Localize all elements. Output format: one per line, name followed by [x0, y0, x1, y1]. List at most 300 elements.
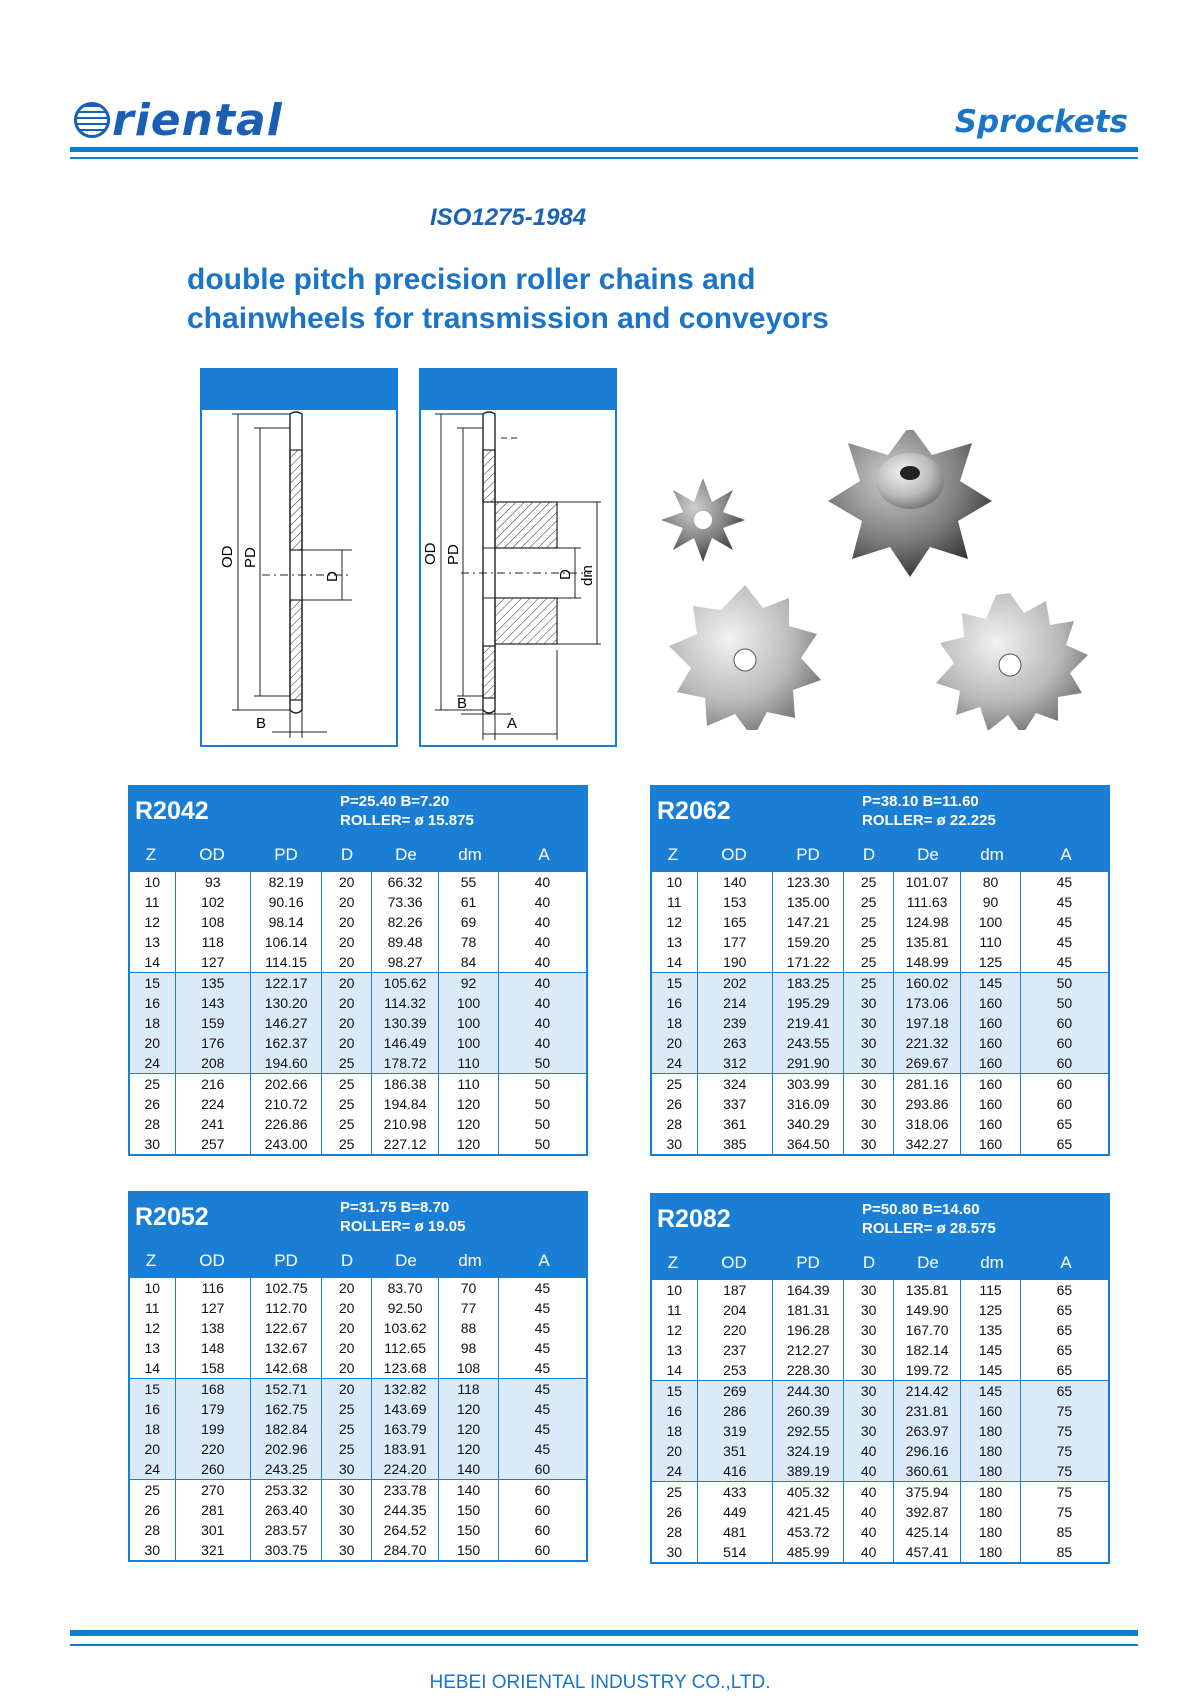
table-cell: 180 [961, 1461, 1020, 1481]
table-row [652, 952, 1108, 972]
table-cell: 30 [322, 1480, 372, 1500]
table-cell: 150 [439, 1540, 498, 1560]
table-cell: 231.81 [894, 1401, 961, 1421]
table-cell: 30 [844, 1114, 894, 1134]
table-cell: 60 [534, 1542, 551, 1558]
table-cell: 20 [322, 952, 372, 972]
table-cell: 180 [961, 1441, 1020, 1461]
table-cell: 45 [534, 1300, 551, 1316]
small-sprocket [661, 478, 745, 562]
column-header: De [395, 1251, 417, 1270]
table-cell: 194.84 [372, 1094, 439, 1114]
table-cell: 75 [1056, 1484, 1073, 1500]
table-cell: 146.27 [251, 1013, 322, 1033]
table-cell: 145 [961, 973, 1020, 993]
table-cell: 160 [961, 993, 1020, 1013]
table-row [652, 872, 1108, 892]
table-cell: 30 [844, 1421, 894, 1441]
header-rule-thick [70, 147, 1138, 152]
table-cell: 110 [961, 932, 1020, 952]
table-cell: 176 [176, 1033, 251, 1053]
table-cell: 14 [652, 952, 698, 972]
table-cell: 70 [439, 1278, 498, 1298]
table-cell: 301 [176, 1520, 251, 1540]
model-code: R2042 [135, 797, 209, 825]
table-cell: 153 [698, 892, 773, 912]
table-cell: 281 [176, 1500, 251, 1520]
table-cell: 130.39 [372, 1013, 439, 1033]
table-cell: 145 [961, 1381, 1020, 1401]
table-cell: 30 [844, 1300, 894, 1320]
table-row [652, 1340, 1108, 1360]
table-cell: 162.75 [251, 1399, 322, 1419]
table-cell: 20 [322, 1298, 372, 1318]
table-cell: 257 [176, 1134, 251, 1154]
table-body [650, 872, 1110, 1156]
table-cell: 120 [439, 1094, 498, 1114]
drawing-header-bar [421, 370, 615, 410]
table-cell: 135.81 [894, 1280, 961, 1300]
table-row [130, 1053, 586, 1073]
table-row [130, 872, 586, 892]
column-header: De [395, 845, 417, 864]
table-cell: 292.55 [773, 1421, 844, 1441]
table-cell: 132.82 [372, 1379, 439, 1399]
table-row [652, 1542, 1108, 1562]
table-cell: 30 [844, 1094, 894, 1114]
table-cell: 127 [176, 1298, 251, 1318]
table-cell: 122.67 [251, 1318, 322, 1338]
table-cell: 40 [534, 1015, 551, 1031]
table-cell: 180 [961, 1482, 1020, 1502]
roller-params: ROLLER= ø 22.225 [862, 812, 996, 829]
table-params [340, 792, 474, 830]
table-cell: 177 [698, 932, 773, 952]
label-pd: PD [242, 547, 259, 568]
table-cell: 13 [652, 932, 698, 952]
table-cell: 160 [961, 1094, 1020, 1114]
table-cell: 55 [439, 872, 498, 892]
table-cell: 30 [322, 1500, 372, 1520]
table-row [130, 1278, 586, 1298]
column-header: A [1060, 1253, 1072, 1272]
table-cell: 264.52 [372, 1520, 439, 1540]
table-cell: 10 [130, 872, 176, 892]
company-name: HEBEI ORIENTAL INDUSTRY CO.,LTD. [429, 1672, 771, 1693]
brand-logo [74, 95, 283, 146]
table-cell: 60 [534, 1482, 551, 1498]
table-row [652, 1401, 1108, 1421]
table-cell: 40 [534, 874, 551, 890]
table-row [652, 1280, 1108, 1300]
table-cell: 25 [844, 892, 894, 912]
table-row [130, 1540, 586, 1560]
table-cell: 25 [844, 912, 894, 932]
table-cell: 142.68 [251, 1358, 322, 1378]
table-cell: 65 [1056, 1116, 1073, 1132]
table-row [652, 1053, 1108, 1073]
table-cell: 145 [961, 1340, 1020, 1360]
label-d: D [324, 571, 341, 582]
table-cell: 20 [322, 1379, 372, 1399]
table-cell: 13 [652, 1340, 698, 1360]
table-cell: 226.86 [251, 1114, 322, 1134]
table-cell: 30 [652, 1134, 698, 1154]
table-cell: 106.14 [251, 932, 322, 952]
table-cell: 183.25 [773, 973, 844, 993]
table-cell: 98 [439, 1338, 498, 1358]
table-cell: 13 [130, 1338, 176, 1358]
table-cell: 168 [176, 1379, 251, 1399]
table-cell: 14 [130, 952, 176, 972]
table-cell: 124.98 [894, 912, 961, 932]
table-cell: 73.36 [372, 892, 439, 912]
column-header: A [1060, 845, 1072, 864]
table-cell: 40 [844, 1441, 894, 1461]
model-code: R2062 [657, 797, 731, 825]
table-cell: 220 [698, 1320, 773, 1340]
table-cell: 233.78 [372, 1480, 439, 1500]
table-cell: 228.30 [773, 1360, 844, 1380]
standard-label: ISO1275-1984 [430, 204, 587, 231]
table-cell: 65 [1056, 1302, 1073, 1318]
table-cell: 182.84 [251, 1419, 322, 1439]
table-header [650, 1193, 1110, 1245]
model-code: R2082 [657, 1205, 731, 1233]
table-cell: 92 [439, 973, 498, 993]
column-headers [128, 1243, 588, 1278]
table-cell: 263 [698, 1033, 773, 1053]
table-cell: 16 [130, 993, 176, 1013]
table-cell: 112.65 [372, 1338, 439, 1358]
table-cell: 120 [439, 1134, 498, 1154]
table-cell: 28 [130, 1114, 176, 1134]
table-params [862, 792, 996, 830]
table-cell: 120 [439, 1439, 498, 1459]
table-cell: 180 [961, 1542, 1020, 1562]
footer-rule-thick [70, 1630, 1138, 1636]
table-cell: 30 [844, 1320, 894, 1340]
table-cell: 12 [652, 1320, 698, 1340]
table-cell: 112.70 [251, 1298, 322, 1318]
table-cell: 20 [322, 892, 372, 912]
table-cell: 40 [534, 954, 551, 970]
table-cell: 100 [439, 1013, 498, 1033]
table-cell: 25 [652, 1482, 698, 1502]
table-row [130, 952, 586, 972]
column-header: Z [145, 1251, 157, 1270]
table-cell: 30 [322, 1520, 372, 1540]
table-cell: 30 [130, 1134, 176, 1154]
table-cell: 45 [534, 1401, 551, 1417]
table-cell: 82.26 [372, 912, 439, 932]
table-cell: 60 [534, 1461, 551, 1477]
table-cell: 178.72 [372, 1053, 439, 1073]
table-cell: 281.16 [894, 1074, 961, 1094]
table-row [130, 912, 586, 932]
table-cell: 15 [652, 1381, 698, 1401]
table-row [652, 1421, 1108, 1441]
table-cell: 165 [698, 912, 773, 932]
table-cell: 30 [844, 1013, 894, 1033]
table-cell: 98.14 [251, 912, 322, 932]
label-od: OD [422, 542, 439, 565]
hub-sprocket [828, 430, 992, 577]
table-cell: 66.32 [372, 872, 439, 892]
table-cell: 26 [130, 1094, 176, 1114]
table-cell: 221.32 [894, 1033, 961, 1053]
table-cell: 199.72 [894, 1360, 961, 1380]
table-cell: 143 [176, 993, 251, 1013]
table-header [650, 785, 1110, 837]
column-header: dm [980, 845, 1004, 864]
table-cell: 103.62 [372, 1318, 439, 1338]
table-cell: 194.60 [251, 1053, 322, 1073]
table-cell: 18 [652, 1013, 698, 1033]
label-d: D [557, 569, 574, 580]
table-cell: 30 [844, 1401, 894, 1421]
label-dm: dm [579, 565, 596, 586]
column-header: PD [274, 845, 298, 864]
table-cell: 180 [961, 1522, 1020, 1542]
table-row [652, 892, 1108, 912]
table-cell: 159 [176, 1013, 251, 1033]
table-cell: 303.99 [773, 1074, 844, 1094]
table-cell: 337 [698, 1094, 773, 1114]
table-cell: 453.72 [773, 1522, 844, 1542]
table-cell: 197.18 [894, 1013, 961, 1033]
table-cell: 65 [1056, 1383, 1073, 1399]
column-header: OD [721, 1253, 747, 1272]
table-cell: 227.12 [372, 1134, 439, 1154]
table-cell: 16 [130, 1399, 176, 1419]
table-cell: 183.91 [372, 1439, 439, 1459]
table-cell: 25 [130, 1074, 176, 1094]
table-cell: 160 [961, 1013, 1020, 1033]
table-cell: 312 [698, 1053, 773, 1073]
table-cell: 130.20 [251, 993, 322, 1013]
table-cell: 202.66 [251, 1074, 322, 1094]
table-params [862, 1200, 996, 1238]
table-cell: 18 [130, 1419, 176, 1439]
table-cell: 160 [961, 1053, 1020, 1073]
table-row [652, 1114, 1108, 1134]
table-cell: 216 [176, 1074, 251, 1094]
table-cell: 125 [961, 1300, 1020, 1320]
table-row [130, 932, 586, 952]
table-cell: 269.67 [894, 1053, 961, 1073]
table-cell: 20 [652, 1033, 698, 1053]
table-cell: 253.32 [251, 1480, 322, 1500]
table-row [652, 972, 1108, 993]
table-cell: 244.35 [372, 1500, 439, 1520]
table-cell: 481 [698, 1522, 773, 1542]
table-cell: 40 [844, 1461, 894, 1481]
table-cell: 224.20 [372, 1459, 439, 1479]
table-cell: 40 [844, 1542, 894, 1562]
table-cell: 416 [698, 1461, 773, 1481]
table-cell: 123.30 [773, 872, 844, 892]
table-cell: 111.63 [894, 892, 961, 912]
table-cell: 40 [534, 914, 551, 930]
table-cell: 120 [439, 1419, 498, 1439]
table-cell: 405.32 [773, 1482, 844, 1502]
globe-icon [74, 102, 110, 138]
table-cell: 135.00 [773, 892, 844, 912]
table-cell: 180 [961, 1502, 1020, 1522]
table-cell: 40 [844, 1482, 894, 1502]
column-header: OD [721, 845, 747, 864]
footer-rule-thin [70, 1644, 1138, 1646]
table-cell: 30 [844, 1053, 894, 1073]
table-cell: 321 [176, 1540, 251, 1560]
table-cell: 160 [961, 1033, 1020, 1053]
table-cell: 50 [1056, 975, 1073, 991]
table-cell: 159.20 [773, 932, 844, 952]
table-cell: 220 [176, 1439, 251, 1459]
table-cell: 138 [176, 1318, 251, 1338]
table-row [652, 1380, 1108, 1401]
roller-params: ROLLER= ø 19.05 [340, 1218, 466, 1235]
spec-table-r2042 [128, 785, 588, 1156]
column-header: Z [667, 1253, 679, 1272]
table-cell: 219.41 [773, 1013, 844, 1033]
column-header: PD [796, 845, 820, 864]
table-cell: 108 [439, 1358, 498, 1378]
table-cell: 514 [698, 1542, 773, 1562]
label-a: A [507, 715, 518, 732]
table-cell: 14 [130, 1358, 176, 1378]
table-cell: 143.69 [372, 1399, 439, 1419]
table-cell: 186.38 [372, 1074, 439, 1094]
table-cell: 25 [322, 1114, 372, 1134]
table-cell: 45 [534, 1421, 551, 1437]
column-header: D [340, 845, 354, 864]
table-cell: 160 [961, 1074, 1020, 1094]
table-cell: 214.42 [894, 1381, 961, 1401]
table-cell: 75 [1056, 1504, 1073, 1520]
table-body [128, 1278, 588, 1562]
table-cell: 25 [322, 1094, 372, 1114]
table-cell: 160 [961, 1401, 1020, 1421]
table-cell: 90 [961, 892, 1020, 912]
table-cell: 69 [439, 912, 498, 932]
table-cell: 319 [698, 1421, 773, 1441]
label-b: B [457, 695, 468, 712]
table-cell: 145 [961, 1360, 1020, 1380]
pitch-params: P=25.40 B=7.20 [340, 793, 450, 810]
table-row [130, 1073, 586, 1094]
table-cell: 11 [652, 892, 698, 912]
table-cell: 20 [322, 932, 372, 952]
table-cell: 92.50 [372, 1298, 439, 1318]
table-cell: 60 [1056, 1055, 1073, 1071]
label-od: OD [219, 545, 236, 568]
table-cell: 90.16 [251, 892, 322, 912]
table-cell: 75 [1056, 1423, 1073, 1439]
table-cell: 50 [1056, 995, 1073, 1011]
table-cell: 140 [439, 1480, 498, 1500]
table-cell: 40 [534, 894, 551, 910]
table-row [130, 1298, 586, 1318]
table-cell: 110 [439, 1053, 498, 1073]
large-plate-sprocket-right [936, 593, 1088, 730]
table-cell: 210.72 [251, 1094, 322, 1114]
table-body [128, 872, 588, 1156]
table-cell: 60 [534, 1502, 551, 1518]
table-cell: 342.27 [894, 1134, 961, 1154]
label-b: B [256, 715, 267, 732]
drawing-header-bar [202, 370, 396, 410]
table-cell: 202 [698, 973, 773, 993]
table-cell: 433 [698, 1482, 773, 1502]
table-cell: 60 [1056, 1035, 1073, 1051]
table-cell: 116 [176, 1278, 251, 1298]
table-cell: 25 [322, 1134, 372, 1154]
column-header: De [917, 1253, 939, 1272]
table-cell: 425.14 [894, 1522, 961, 1542]
table-cell: 125 [961, 952, 1020, 972]
table-cell: 25 [652, 1074, 698, 1094]
table-cell: 173.06 [894, 993, 961, 1013]
table-cell: 30 [322, 1540, 372, 1560]
table-cell: 30 [844, 1360, 894, 1380]
table-cell: 30 [322, 1459, 372, 1479]
table-cell: 30 [844, 993, 894, 1013]
table-cell: 110 [439, 1074, 498, 1094]
table-cell: 11 [130, 892, 176, 912]
table-row [130, 972, 586, 993]
table-cell: 123.68 [372, 1358, 439, 1378]
table-cell: 164.39 [773, 1280, 844, 1300]
table-cell: 40 [534, 995, 551, 1011]
model-code: R2052 [135, 1203, 209, 1231]
table-header [128, 1191, 588, 1243]
table-cell: 114.15 [251, 952, 322, 972]
table-cell: 11 [652, 1300, 698, 1320]
table-cell: 24 [652, 1461, 698, 1481]
column-header: D [862, 1253, 876, 1272]
table-cell: 115 [961, 1280, 1020, 1300]
table-cell: 85 [1056, 1524, 1073, 1540]
table-row [130, 1338, 586, 1358]
table-row [130, 1114, 586, 1134]
table-cell: 316.09 [773, 1094, 844, 1114]
column-header: A [538, 1251, 550, 1270]
table-cell: 163.79 [372, 1419, 439, 1439]
table-cell: 14 [652, 1360, 698, 1380]
table-cell: 108 [176, 912, 251, 932]
table-cell: 77 [439, 1298, 498, 1318]
table-row [652, 1481, 1108, 1502]
table-cell: 389.19 [773, 1461, 844, 1481]
table-cell: 243.55 [773, 1033, 844, 1053]
table-row [130, 892, 586, 912]
table-row [652, 1461, 1108, 1481]
table-cell: 25 [844, 973, 894, 993]
table-row [130, 1439, 586, 1459]
brand-name: riental [112, 95, 283, 146]
table-cell: 80 [961, 872, 1020, 892]
table-cell: 20 [322, 1358, 372, 1378]
table-cell: 284.70 [372, 1540, 439, 1560]
table-cell: 199 [176, 1419, 251, 1439]
table-cell: 102 [176, 892, 251, 912]
table-cell: 25 [322, 1439, 372, 1459]
table-params [340, 1198, 465, 1236]
table-row [652, 1073, 1108, 1094]
table-cell: 45 [534, 1441, 551, 1457]
